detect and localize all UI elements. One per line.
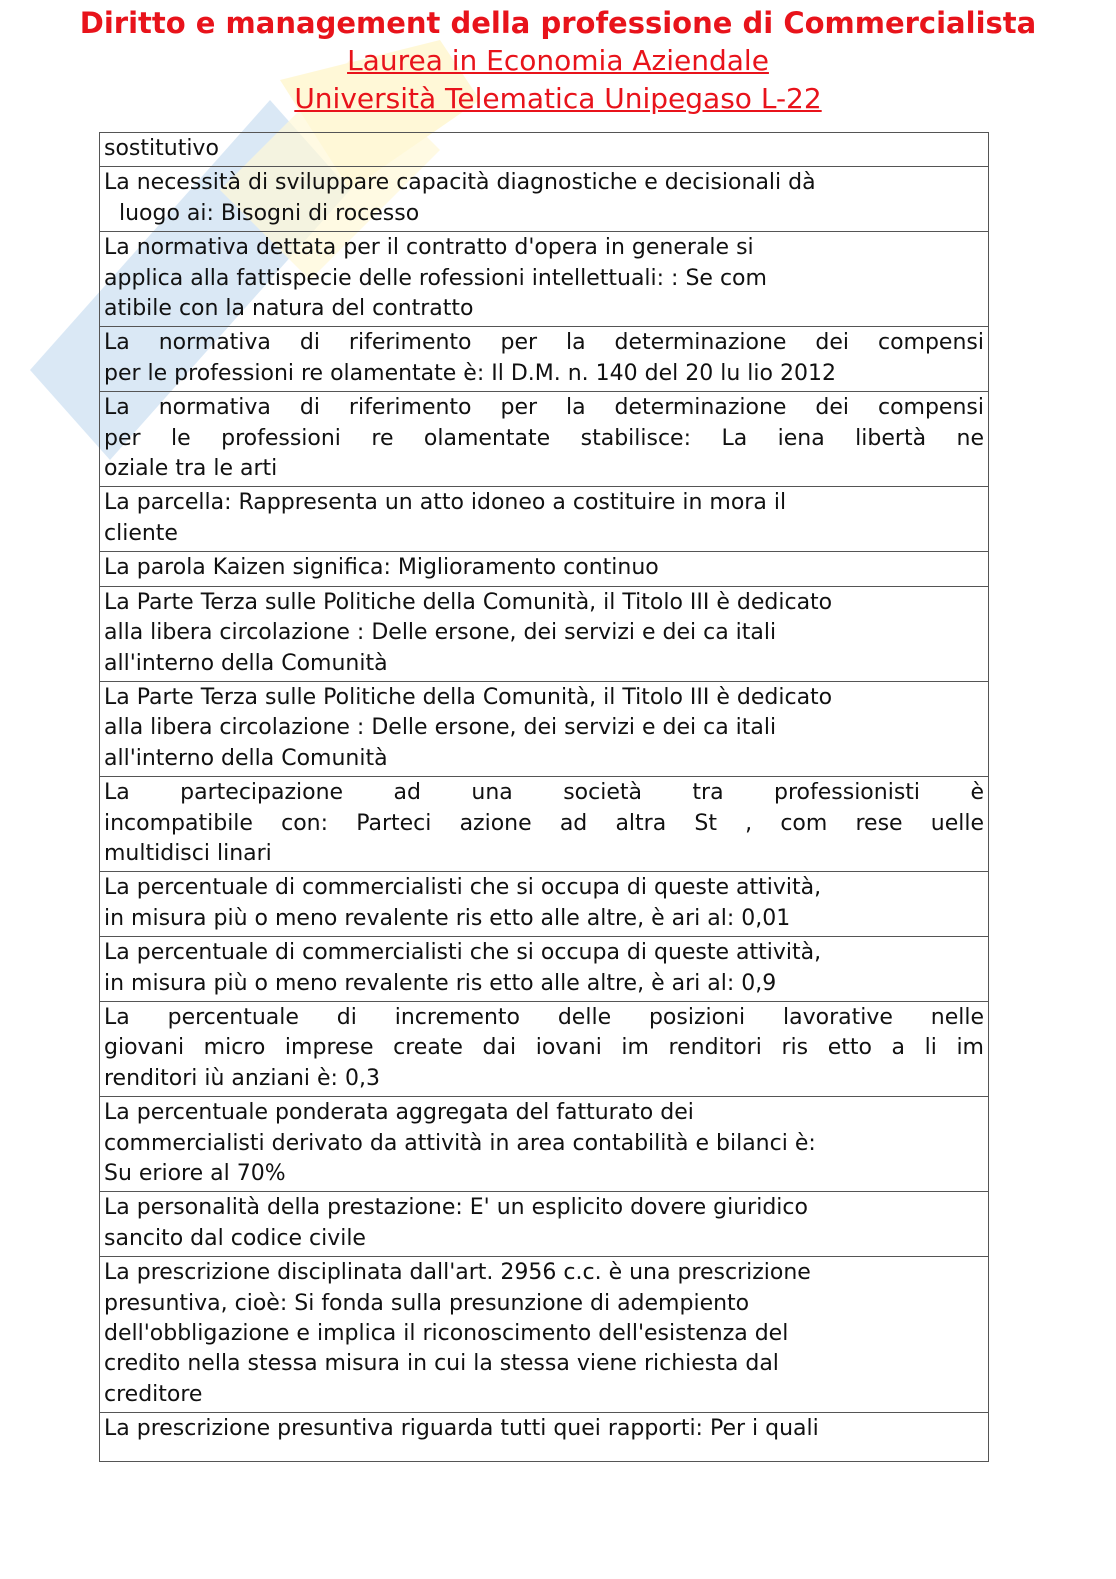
table-cell bbox=[100, 1001, 989, 1096]
subtitle-university-link[interactable]: Università Telematica Unipegaso L-22 bbox=[294, 82, 822, 115]
table-cell bbox=[100, 681, 989, 776]
cell-text-line: credito nella stessa misura in cui la stessa viene richiesta dal bbox=[104, 1351, 779, 1377]
cell-text-line: Su eriore al 70% bbox=[104, 1161, 286, 1186]
cell-text-line: giovani micro imprese create dai iovani im renditori ris etto a li im bbox=[104, 1035, 984, 1061]
cell-text-line: La percentuale di commercialisti che si occupa di queste attività, bbox=[104, 940, 822, 966]
cell-text-line: La necessità di sviluppare capacità diagnostiche e decisionali dà bbox=[104, 170, 816, 196]
table-row bbox=[100, 133, 989, 167]
table-row bbox=[100, 937, 989, 1002]
cell-text-line: La percentuale di incremento delle posizioni lavorative nelle bbox=[104, 1004, 984, 1030]
table-row bbox=[100, 487, 989, 552]
cell-text-line: all'interno della Comunità bbox=[104, 650, 388, 676]
cell-text-line: sostitutivo bbox=[104, 136, 219, 161]
cell-text-line: luogo ai: Bisogni di rocesso bbox=[119, 200, 420, 226]
cell-text-line: La prescrizione disciplinata dall'art. 2956 c.c. è una prescrizione bbox=[104, 1260, 811, 1286]
cell-text-line: all'interno della Comunità bbox=[104, 745, 388, 771]
cell-text-line: cliente bbox=[104, 520, 178, 546]
cell-text-line: per le professioni re olamentate è: Il D.M. n. 140 del 20 lu lio 2012 bbox=[104, 360, 836, 386]
cell-text-line: in misura più o meno revalente ris etto alle altre, è ari al: 0,9 bbox=[104, 970, 777, 996]
table-row bbox=[100, 681, 989, 776]
cell-text-line: sancito dal codice civile bbox=[104, 1225, 366, 1251]
table-cell bbox=[100, 232, 989, 327]
subtitle-degree-link[interactable]: Laurea in Economia Aziendale bbox=[347, 44, 769, 77]
cell-text-line: incompatibile con: Parteci azione ad altra St , com rese uelle bbox=[104, 810, 984, 836]
table-cell bbox=[100, 133, 989, 167]
cell-text-line: La normativa di riferimento per la determinazione dei compensi bbox=[104, 330, 984, 356]
cell-text-line: La percentuale ponderata aggregata del fatturato dei bbox=[104, 1100, 694, 1126]
cell-text-line: dell'obbligazione e implica il riconoscimento dell'esistenza del bbox=[104, 1321, 789, 1347]
table-cell bbox=[100, 1413, 989, 1462]
cell-text-line: commercialisti derivato da attività in area contabilità e bilanci è: bbox=[104, 1130, 816, 1156]
qa-table bbox=[99, 132, 989, 1462]
cell-text-line: presuntiva, cioè: Si fonda sulla presunzione di adempiento bbox=[104, 1290, 750, 1316]
table-row bbox=[100, 167, 989, 232]
table-cell bbox=[100, 1257, 989, 1413]
table-row bbox=[100, 586, 989, 681]
cell-text-line: oziale tra le arti bbox=[104, 456, 278, 482]
table-cell bbox=[100, 327, 989, 392]
table-cell bbox=[100, 552, 989, 586]
table-row bbox=[100, 1257, 989, 1413]
table-row bbox=[100, 327, 989, 392]
table-row bbox=[100, 552, 989, 586]
cell-text-line: La percentuale di commercialisti che si occupa di queste attività, bbox=[104, 875, 822, 901]
table-cell bbox=[100, 937, 989, 1002]
table-row bbox=[100, 1413, 989, 1462]
cell-text-line: La Parte Terza sulle Politiche della Comunità, il Titolo III è dedicato bbox=[104, 589, 833, 615]
document-title: Diritto e management della professione di Commercialista bbox=[79, 6, 1037, 40]
document-header bbox=[0, 4, 1116, 118]
table-row bbox=[100, 872, 989, 937]
cell-text-line: La partecipazione ad una società tra professionisti è bbox=[104, 780, 984, 806]
cell-text-line: applica alla fattispecie delle rofessioni intellettuali: : Se com bbox=[104, 265, 767, 291]
table-row bbox=[100, 777, 989, 872]
cell-text-line: per le professioni re olamentate stabilisce: La iena libertà ne bbox=[104, 425, 984, 451]
table-cell bbox=[100, 586, 989, 681]
table-cell bbox=[100, 167, 989, 232]
table-cell bbox=[100, 777, 989, 872]
table-cell bbox=[100, 392, 989, 487]
cell-text-line: La normativa dettata per il contratto d'opera in generale si bbox=[104, 235, 754, 261]
cell-text-line: creditore bbox=[104, 1381, 203, 1407]
cell-text-line: La parcella: Rappresenta un atto idoneo a costituire in mora il bbox=[104, 490, 787, 516]
cell-text-line: in misura più o meno revalente ris etto alle altre, è ari al: 0,01 bbox=[104, 905, 791, 931]
table-row bbox=[100, 392, 989, 487]
cell-text-line: multidisci linari bbox=[104, 840, 272, 866]
table-cell bbox=[100, 1097, 989, 1192]
cell-text-line: atibile con la natura del contratto bbox=[104, 296, 474, 322]
cell-text-line: La normativa di riferimento per la determinazione dei compensi bbox=[104, 395, 984, 421]
table-cell bbox=[100, 1192, 989, 1257]
table-row bbox=[100, 1001, 989, 1096]
cell-text-line: La parola Kaizen significa: Miglioramento continuo bbox=[104, 555, 659, 581]
table-row bbox=[100, 232, 989, 327]
table-row bbox=[100, 1097, 989, 1192]
table-cell bbox=[100, 487, 989, 552]
cell-text-line: alla libera circolazione : Delle ersone, dei servizi e dei ca itali bbox=[104, 715, 777, 741]
cell-text-line: La prescrizione presuntiva riguarda tutti quei rapporti: Per i quali bbox=[104, 1416, 819, 1442]
table-row bbox=[100, 1192, 989, 1257]
cell-text-line: renditori iù anziani è: 0,3 bbox=[104, 1065, 380, 1091]
cell-text-line: La Parte Terza sulle Politiche della Comunità, il Titolo III è dedicato bbox=[104, 684, 833, 710]
cell-text-line: La personalità della prestazione: E' un esplicito dovere giuridico bbox=[104, 1195, 808, 1221]
cell-text-line: alla libera circolazione : Delle ersone, dei servizi e dei ca itali bbox=[104, 620, 777, 646]
table-cell bbox=[100, 872, 989, 937]
